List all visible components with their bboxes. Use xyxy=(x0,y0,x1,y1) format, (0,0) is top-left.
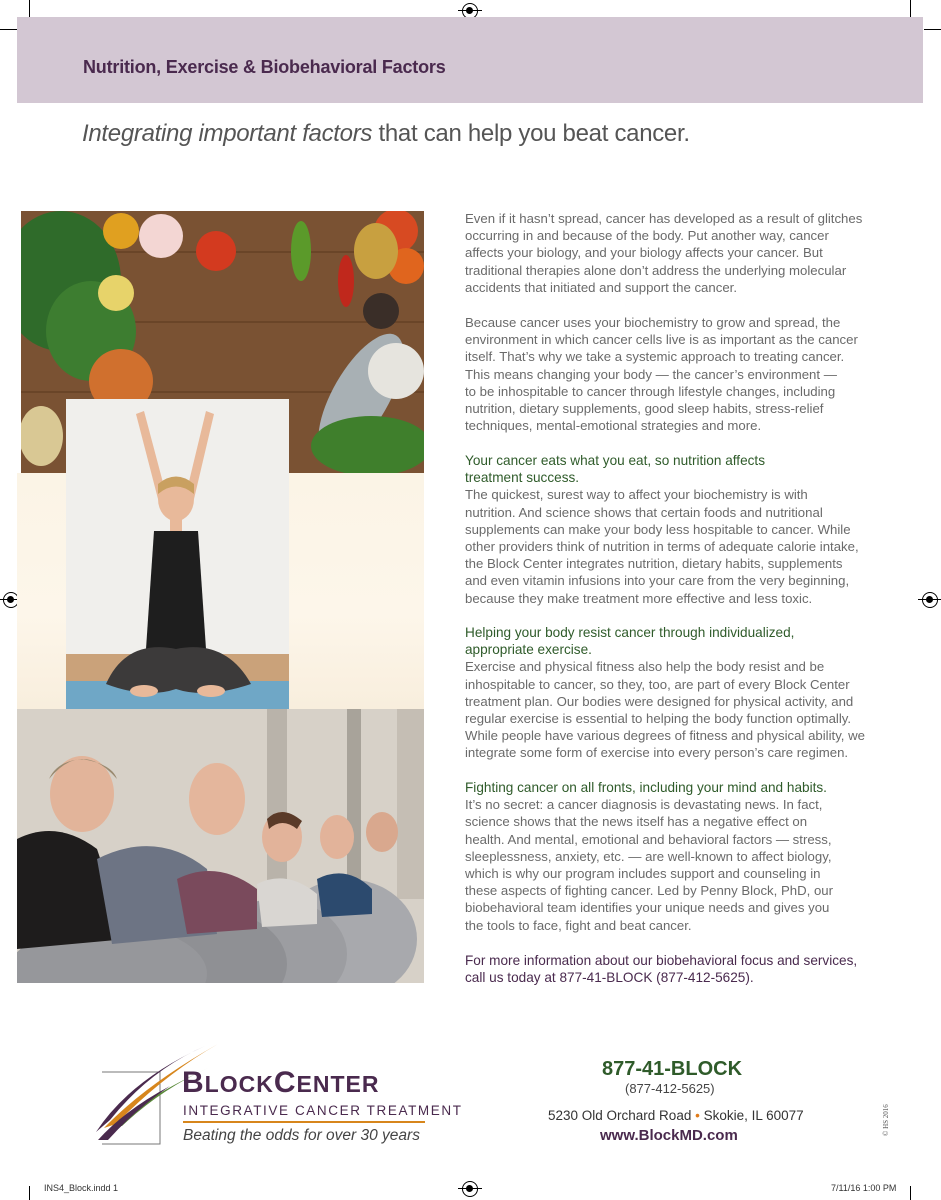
nutrition-heading xyxy=(465,452,885,486)
text-line: traditional therapies alone don’t address the underlying molecular xyxy=(465,262,847,278)
text-line: accidents that initiated and support the cancer. xyxy=(465,279,737,295)
text-line: This means changing your body — the cancer’s environment — xyxy=(465,366,837,382)
text-column xyxy=(465,779,885,934)
text-line: environment in which cancer cells live is as important as the cancer xyxy=(465,332,858,348)
text-line: science shows that the news itself has a negative effect on xyxy=(465,814,808,830)
class-illustration xyxy=(17,709,424,983)
text-line: affects your biology, and your biology affects your cancer. But xyxy=(465,245,823,261)
text-line: Because cancer uses your biochemistry to grow and spread, the xyxy=(465,315,841,330)
crop-mark xyxy=(29,0,30,17)
text-line: occurring in and because of the body. Put another way, cancer xyxy=(465,228,829,244)
text-line: regular exercise is essential to helping the body function optimally. xyxy=(465,711,852,727)
crop-mark xyxy=(910,0,911,17)
mind-heading: Fighting cancer on all fronts, including your mind and habits. xyxy=(465,780,827,795)
exercise-paragraph xyxy=(465,658,885,761)
text-line: itself. That’s why we take a systemic approach to treating cancer. xyxy=(465,349,845,365)
text-column xyxy=(465,210,885,296)
address-street: 5230 Old Orchard Road xyxy=(548,1108,692,1123)
mind-paragraph xyxy=(465,796,885,934)
page-tagline xyxy=(82,120,690,148)
cta-line: For more information about our biobehavioral focus and services, xyxy=(465,953,858,968)
text-line: It’s no secret: a cancer diagnosis is devastating news. In fact, xyxy=(465,797,823,813)
heading-line: treatment success. xyxy=(465,470,580,486)
text-line: supplements can make your body less hospitable to cancer. While xyxy=(465,521,851,537)
yoga-illustration xyxy=(66,399,289,724)
website-link[interactable]: www.BlockMD.com xyxy=(600,1127,738,1144)
slug-datetime: 7/11/16 1:00 PM xyxy=(831,1183,897,1193)
nutrition-paragraph xyxy=(465,486,885,606)
exercise-heading xyxy=(465,624,885,658)
registration-mark xyxy=(922,592,938,608)
heading-line: appropriate exercise. xyxy=(465,642,592,658)
section-title: Nutrition, Exercise & Biobehavioral Factors xyxy=(83,57,446,77)
crop-mark xyxy=(924,29,941,30)
phone-number[interactable]: 877-41-BLOCK xyxy=(602,1058,743,1080)
text-column xyxy=(465,952,885,986)
logo-subtitle: INTEGRATIVE CANCER TREATMENT xyxy=(183,1103,463,1118)
text-line: health. And mental, emotional and behavioral factors — stress, xyxy=(465,831,832,847)
text-line: and even vitamin infusions into your care from the very beginning, xyxy=(465,573,850,589)
text-line: because they make treatment more effective and less toxic. xyxy=(465,590,813,606)
text-line: which is why our program includes support and counseling in xyxy=(465,866,821,882)
text-line: While people have various degrees of fitness and physical ability, we xyxy=(465,728,865,744)
text-line: nutrition. And science shows that certain foods and nutritional xyxy=(465,504,823,520)
logo-slogan: Beating the odds for over 30 years xyxy=(183,1127,420,1144)
text-line: to be inhospitable to cancer through lifestyle changes, including xyxy=(465,383,836,399)
intro-paragraph xyxy=(465,210,885,296)
tagline-emphasis: Integrating important factors xyxy=(82,120,373,147)
logo-letters: LOCK xyxy=(204,1071,274,1097)
copyright-note: © HS 2016 xyxy=(882,1104,890,1136)
address xyxy=(548,1108,804,1123)
logo-wordmark xyxy=(182,1066,379,1100)
photo-yoga-woman xyxy=(66,399,289,724)
logo-letter: B xyxy=(182,1066,205,1099)
tagline-rest: that can help you beat cancer. xyxy=(372,120,690,147)
systemic-paragraph xyxy=(465,314,885,434)
text-line: biobehavioral team identifies your unique needs and gives you xyxy=(465,900,830,916)
text-line: techniques, mental-emotional strategies and more. xyxy=(465,418,762,434)
logo-letter: C xyxy=(273,1066,297,1099)
text-column xyxy=(465,452,885,607)
address-separator: • xyxy=(695,1108,700,1123)
text-line: other providers think of nutrition in terms of adequate calorie intake, xyxy=(465,539,859,555)
text-line: sleeplessness, anxiety, etc. — are well-known to affect biology, xyxy=(465,848,832,864)
text-line: the tools to face, fight and beat cancer. xyxy=(465,917,692,933)
phone-number-digits: (877-412-5625) xyxy=(625,1081,715,1096)
text-line: Even if it hasn’t spread, cancer has developed as a result of glitches xyxy=(465,211,863,226)
cta-text xyxy=(465,952,885,986)
text-line: treatment plan. Our bodies were designed for physical activity, and xyxy=(465,693,854,709)
address-city: Skokie, IL 60077 xyxy=(703,1108,804,1123)
text-column xyxy=(465,624,885,762)
slug-filename: INS4_Block.indd 1 xyxy=(44,1183,119,1193)
text-line: the Block Center integrates nutrition, dietary habits, supplements xyxy=(465,556,843,572)
text-line: nutrition, dietary supplements, good sleep habits, stress-relief xyxy=(465,401,824,417)
text-line: The quickest, surest way to affect your biochemistry is with xyxy=(465,487,808,503)
text-column xyxy=(465,314,885,434)
crop-mark xyxy=(910,1186,911,1200)
text-line: inhospitable to cancer, so they, too, are part of every Block Center xyxy=(465,676,850,692)
registration-mark xyxy=(462,1181,478,1197)
text-line: these aspects of fighting cancer. Led by Penny Block, PhD, our xyxy=(465,883,834,899)
text-line: integrate some form of exercise into every person’s care regimen. xyxy=(465,745,849,761)
crop-mark xyxy=(29,1186,30,1200)
logo-letters: ENTER xyxy=(296,1071,380,1097)
logo-divider xyxy=(183,1121,425,1123)
cta-line: call us today at 877-41-BLOCK (877-412-5625). xyxy=(465,970,754,986)
photo-exercise-class xyxy=(17,709,424,983)
heading-line: Helping your body resist cancer through individualized, xyxy=(465,625,795,640)
text-line: Exercise and physical fitness also help the body resist and be xyxy=(465,659,825,675)
crop-mark xyxy=(0,29,17,30)
heading-line: Your cancer eats what you eat, so nutrition affects xyxy=(465,453,765,468)
